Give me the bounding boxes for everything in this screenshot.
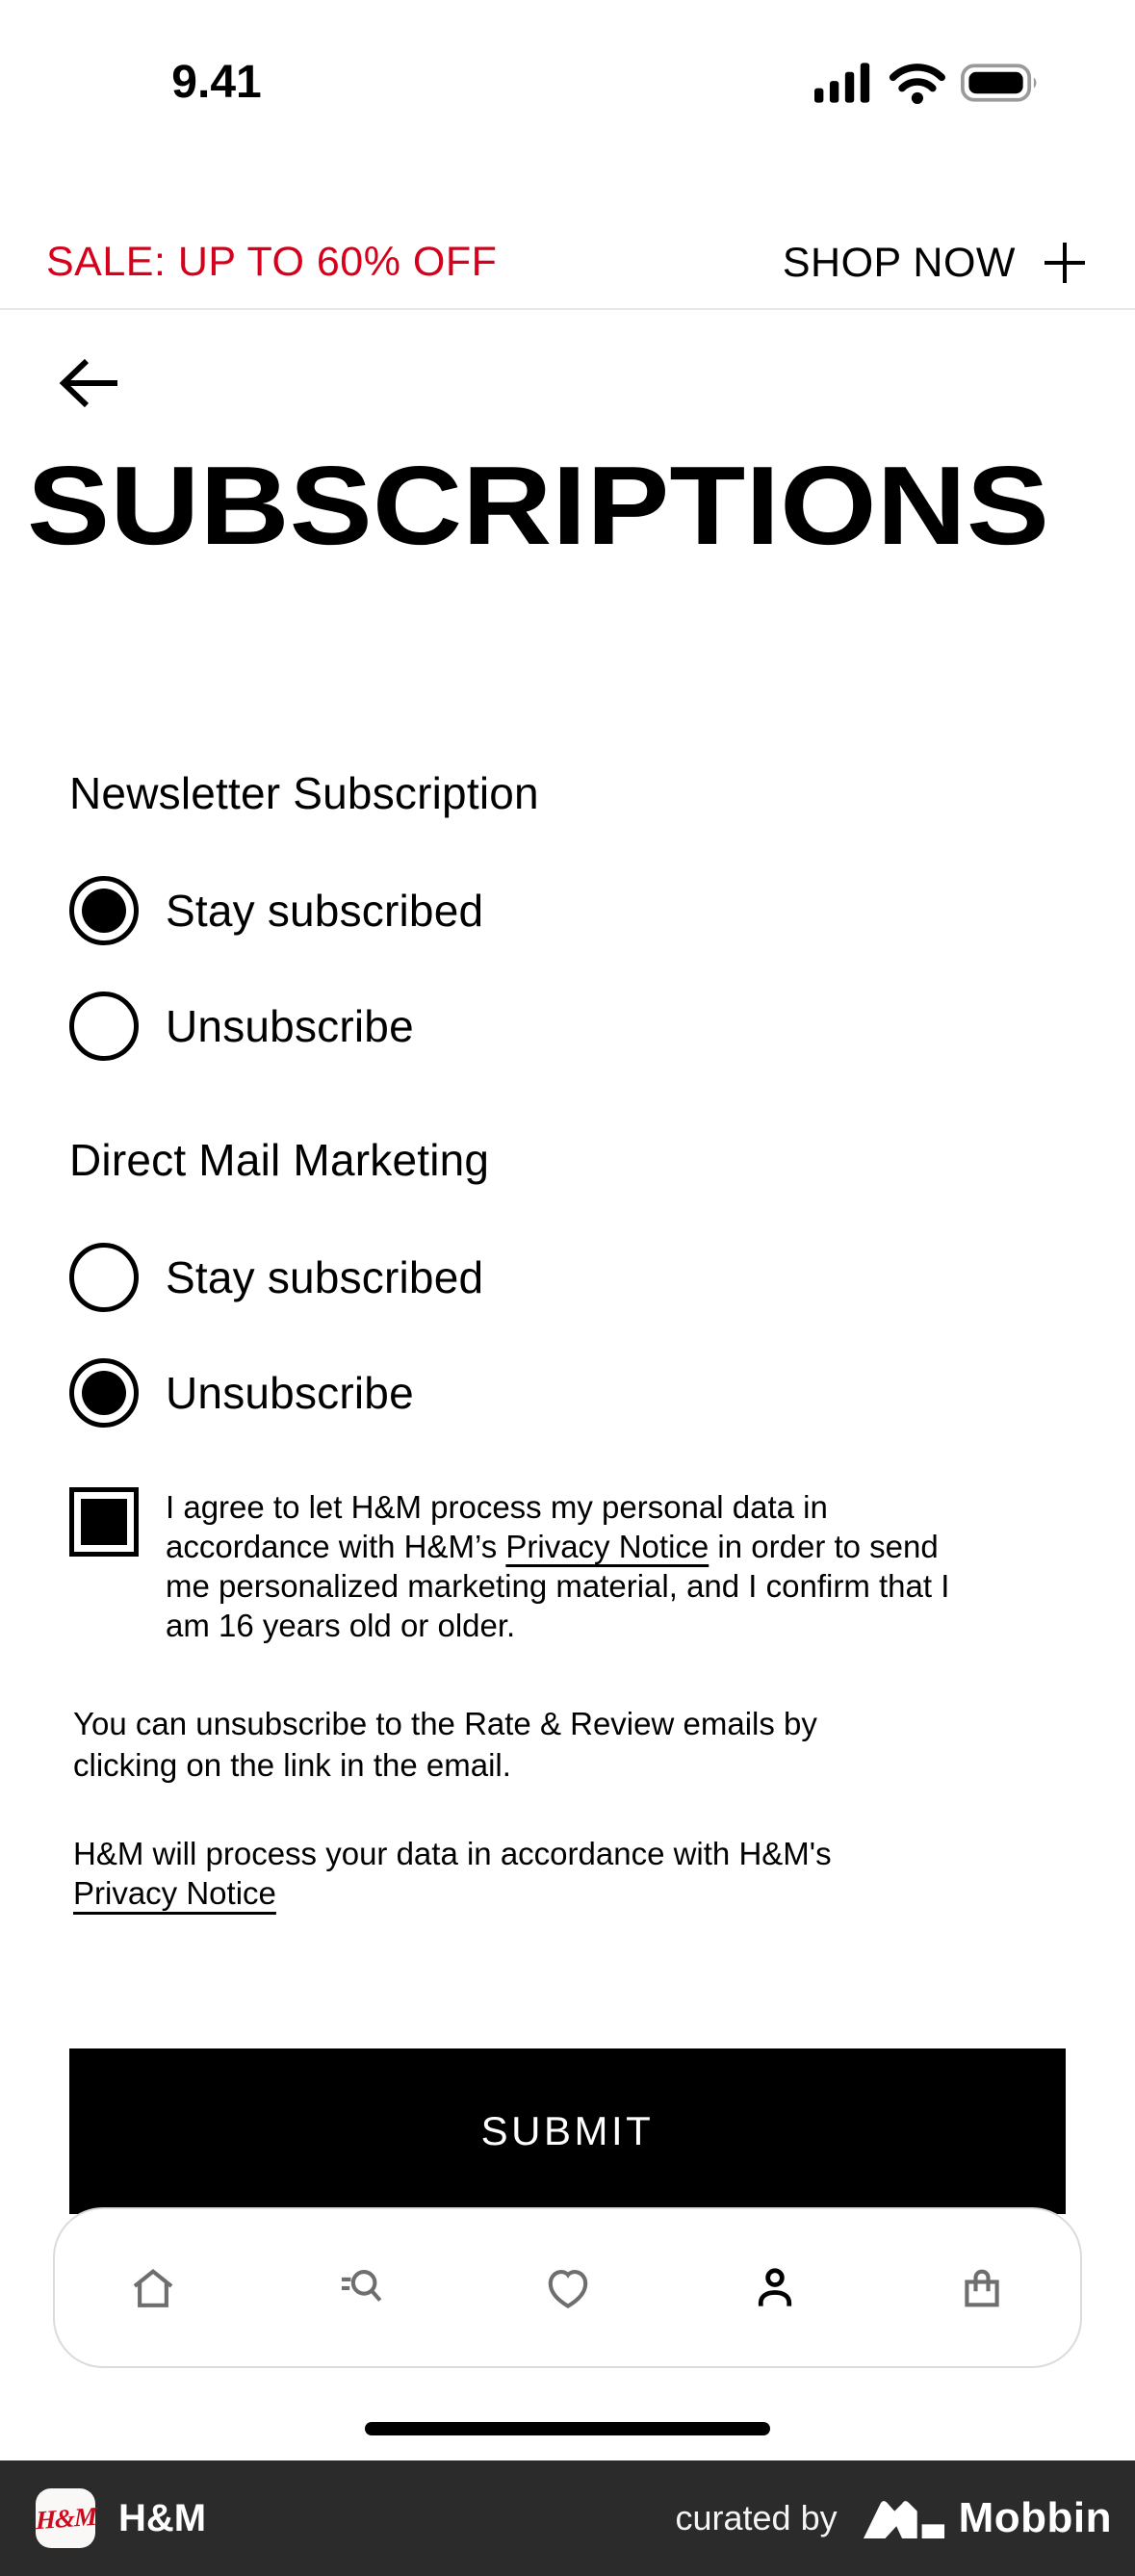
privacy-notice-link[interactable]: Privacy Notice [505,1529,709,1564]
tab-bag[interactable] [957,2263,1007,2313]
sale-banner-link[interactable]: SALE: UP TO 60% OFF [46,239,498,285]
plus-icon [1043,241,1087,285]
radio-selected-icon[interactable] [69,1358,139,1428]
data-processing-note [73,1833,832,1912]
page-title [27,459,1053,557]
radio-option-label: Stay subscribed [166,1252,484,1302]
cellular-signal-icon [814,60,874,106]
tab-search[interactable] [335,2263,385,2313]
submit-button-label: SUBMIT [480,2108,655,2153]
tab-profile[interactable] [750,2263,800,2313]
radio-option-label: Stay subscribed [166,886,484,936]
search-icon [335,2263,385,2313]
heart-icon [543,2263,593,2313]
hm-app-icon [36,2488,95,2548]
mobbin-footer [0,2460,1135,2576]
consent-line: I agree to let H&M process my personal data in [166,1489,828,1525]
radio-option-label: Unsubscribe [166,1001,414,1051]
consent-line: me personalized marketing material, and I confirm that I [166,1568,950,1604]
privacy-notice-link[interactable]: Privacy Notice [73,1875,276,1911]
consent-line-text: accordance with H&M’s [166,1529,506,1564]
consent-line-text: in order to send [709,1529,939,1564]
footer-brand-name: H&M [118,2496,207,2539]
shopping-bag-icon [957,2263,1007,2313]
direct-mail-unsubscribe-option[interactable] [69,1358,414,1428]
tab-wishlist[interactable] [543,2263,593,2313]
note-line: H&M will process your data in accordance with H&M's [73,1836,832,1871]
consent-text [166,1487,1061,1645]
radio-unselected-icon[interactable] [69,1243,139,1312]
shop-now-button[interactable] [783,216,1087,310]
consent-checkbox[interactable] [69,1487,139,1557]
profile-icon [750,2263,800,2313]
bottom-tab-bar [53,2207,1082,2368]
radio-selected-icon[interactable] [69,876,139,945]
status-bar-time: 9.41 [171,57,262,108]
svg-text:SUBSCRIPTIONS: SUBSCRIPTIONS [27,459,1049,557]
note-line: You can unsubscribe to the Rate & Review emails by [73,1706,817,1741]
mobbin-logo-icon [863,2496,947,2540]
home-icon [128,2263,178,2313]
newsletter-section-heading: Newsletter Subscription [69,768,539,818]
curated-by-label: curated by [675,2498,838,2537]
submit-button[interactable] [69,2048,1066,2214]
back-button[interactable] [56,356,121,410]
radio-unselected-icon[interactable] [69,992,139,1061]
tab-home[interactable] [128,2263,178,2313]
newsletter-stay-subscribed-option[interactable] [69,876,483,945]
wifi-icon [888,60,947,106]
direct-mail-section-heading: Direct Mail Marketing [69,1135,490,1185]
note-line: clicking on the link in the email. [73,1747,511,1783]
home-indicator[interactable] [365,2422,770,2435]
rate-review-note [73,1703,817,1786]
status-bar-icons [814,58,1042,108]
shop-now-label: SHOP NOW [782,239,1016,286]
newsletter-unsubscribe-option[interactable] [69,992,414,1061]
direct-mail-stay-subscribed-option[interactable] [69,1243,483,1312]
battery-icon [961,60,1042,106]
hm-logo-icon: H&M [35,2501,96,2535]
consent-line [166,1527,1061,1566]
back-arrow-icon [56,356,121,410]
consent-line: am 16 years old or older. [166,1608,516,1643]
mobbin-name: Mobbin [958,2494,1112,2541]
promo-banner [0,216,1135,310]
radio-option-label: Unsubscribe [166,1368,414,1418]
